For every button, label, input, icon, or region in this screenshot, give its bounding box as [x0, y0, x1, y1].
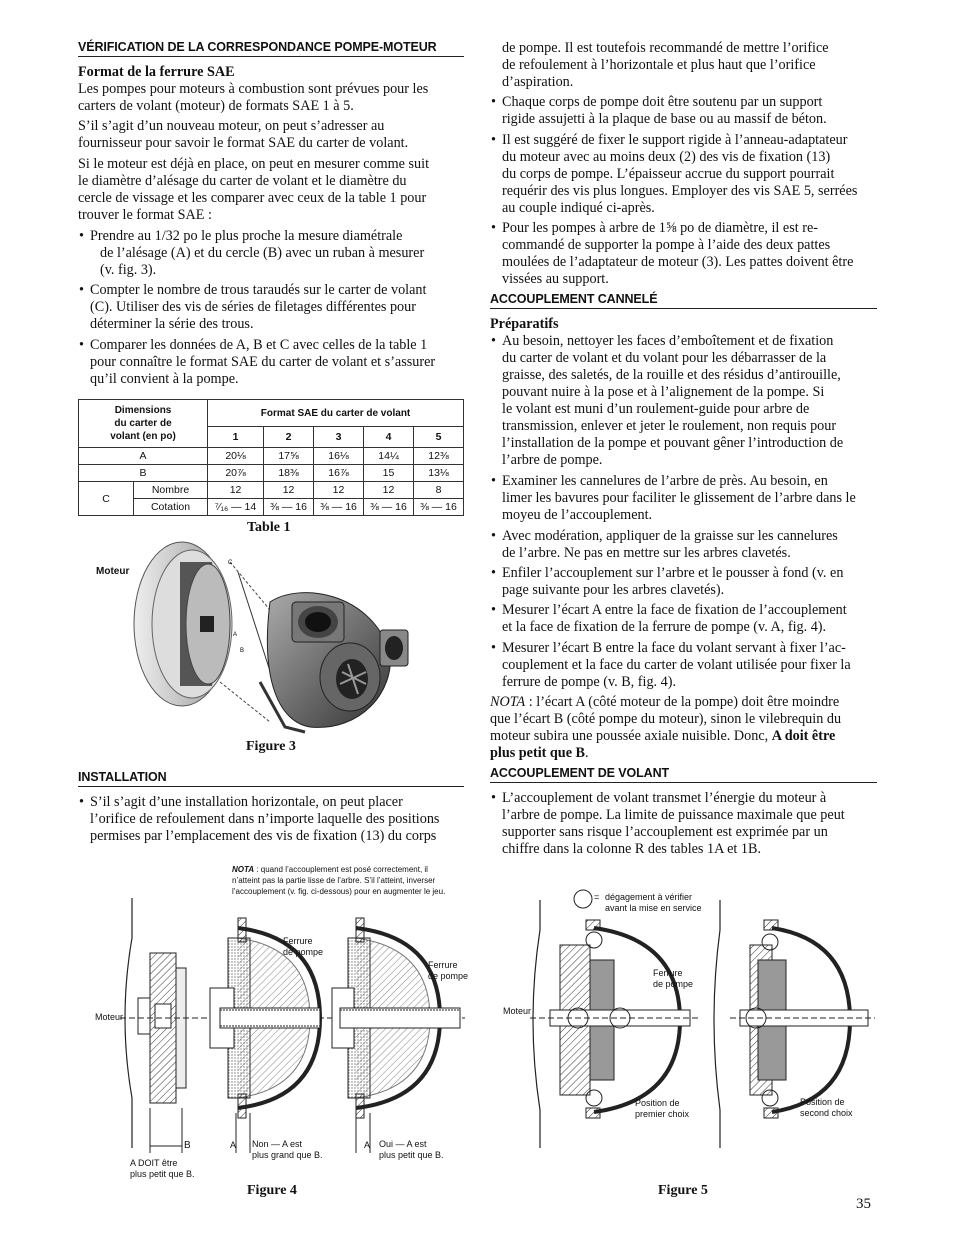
table-header-dimensions: Dimensions du carter de volant (en po)	[79, 400, 208, 448]
table-col: 3	[314, 427, 364, 448]
table-col: 2	[264, 427, 314, 448]
bullet-support: • Chaque corps de pompe doit être soutenu par un support rigide assujetti à la plaque de base ou au massif de béton.	[491, 94, 827, 127]
figure-4-ferrure-1: Ferrure de pompe	[283, 936, 324, 957]
bullet-measure: • Prendre au 1/32 po le plus proche la mesure diamétrale de l’alésage (A) et du cercle (B) avec un ruban à mesurer (v. fig. 3).	[79, 228, 425, 278]
paragraph-continued: de pompe. Il est toutefois recommandé de mettre l’orifice de refoulement à l’horizontale et plus haut que l’orifice d’aspiration.	[502, 40, 829, 90]
svg-text:A: A	[233, 632, 238, 638]
section-heading-flywheel-coupling: ACCOUPLEMENT DE VOLANT	[490, 766, 877, 783]
sae-table	[78, 399, 464, 516]
page-number: 35	[856, 1196, 871, 1212]
section-heading-installation: INSTALLATION	[78, 770, 464, 787]
bullet-horizontal-install: • S’il s’agit d’une installation horizontale, on peut placer l’orifice de refoulement dans n’importe laquelle des positions permises par l’emplacement des vis de fixation (13) du corps	[79, 794, 440, 844]
table-caption: Table 1	[247, 520, 291, 535]
table-row: B 20⅞ 18⅜ 16⅞ 15 13⅛	[79, 465, 464, 482]
figure-4-moteur-label: Moteur	[95, 1012, 124, 1022]
figure-4-a-label-2: A	[364, 1140, 371, 1150]
figure-5-caption: Figure 5	[658, 1183, 708, 1198]
figure-4-nota: NOTA : quand l’accouplement est posé correctement, il n’atteint pas la partie lisse de l’arbre. S’il l’atteint, inverser l’accouplement (v. fig. ci-dessous) pour en augmenter le jeu.	[232, 865, 446, 896]
bullet-measure-a: • Mesurer l’écart A entre la face de fixation de l’accouplement et la face de fixation de la ferrure de pompe (v. A, fig. 4).	[491, 602, 847, 635]
svg-text:C: C	[228, 560, 233, 566]
figure-4-b-label: B	[184, 1140, 191, 1151]
figure-4-ferrure-2: Ferrure de pompe	[428, 960, 469, 981]
table-col: 1	[208, 427, 264, 448]
figure-5-position-1: Position de premier choix	[635, 1098, 690, 1119]
figure-4-caption: Figure 4	[247, 1183, 297, 1198]
figure-4-a-label-1: A	[230, 1140, 237, 1150]
nota-paragraph: NOTA : l’écart A (côté moteur de la pompe) doit être moindre que l’écart B (côté pompe du moteur), sinon le vilebrequin du moteur subira une poussée axiale nuisible. Donc, A doit être plus petit que B.	[490, 694, 842, 761]
section-heading-spline-coupling: ACCOUPLEMENT CANNELÉ	[490, 292, 877, 309]
table-row: A 20⅛ 17⅝ 16⅛ 14¼ 12⅜	[79, 448, 464, 465]
bullet-slide-coupling: • Enfiler l’accouplement sur l’arbre et le pousser à fond (v. en page suivante pour les arbres clavetés).	[491, 565, 844, 598]
table-row: C Nombre 12 12 12 12 8	[79, 482, 464, 499]
table-header-format: Format SAE du carter de volant	[208, 400, 464, 427]
figure-5-ferrure-label: Ferrure de pompe	[653, 968, 694, 989]
bullet-shaft-diameter: • Pour les pompes à arbre de 1⅝ po de diamètre, il est re- commandé de supporter la pompe à l’aide des deux pattes moulées de l’adaptateur de moteur (3). Les pattes doivent être vissées au support.	[491, 220, 854, 287]
paragraph-2: S’il s’agit d’un nouveau moteur, on peut s’adresser au fournisseur pour savoir le format SAE du carter de volant.	[78, 118, 409, 151]
figure-4-doit-label: A DOIT être plus petit que B.	[130, 1158, 195, 1179]
paragraph-1: Les pompes pour moteurs à combustion sont prévues pour les carters de volant (moteur) de formats SAE 1 à 5.	[78, 81, 429, 114]
bullet-clean: • Au besoin, nettoyer les faces d’emboîtement et de fixation du carter de volant et du volant pour les débarrasser de la graisse, des saletés, de la rouille et des résidus d’antirouille, pouvant nuire à la pose et à l’alignement de la pompe. Si le volant est muni d’un roulement-guide pour arbre de transmission, enlever et jeter le roulement, non requis pour l’installation de la pompe et pouvant gêner l’introduction de l’arbre de pompe.	[491, 333, 844, 468]
bullet-measure-b: • Mesurer l’écart B entre la face du volant servant à fixer l’ac- couplement et la face du carter de volant utilisée pour fixer la ferrure de pompe (v. B, fig. 4).	[491, 640, 851, 690]
subheading-sae: Format de la ferrure SAE	[78, 64, 235, 80]
figure-5-moteur-label: Moteur	[503, 1006, 532, 1016]
section-heading-verification: VÉRIFICATION DE LA CORRESPONDANCE POMPE-MOTEUR	[78, 40, 464, 57]
subheading-preparation: Préparatifs	[490, 316, 559, 332]
figure-4-non-label: Non — A est plus grand que B.	[252, 1139, 323, 1160]
figure-3-moteur-label: Moteur	[96, 566, 130, 577]
bullet-compare: • Comparer les données de A, B et C avec celles de la table 1 pour connaître le format SAE du carter de volant et s’assurer qu’il convient à la pompe.	[79, 337, 436, 387]
table-row: Cotation ⁷⁄₁₆ — 14 ⅜ — 16 ⅜ — 16 ⅜ — 16 ⅜ — 16	[79, 499, 464, 516]
svg-text:B: B	[240, 648, 245, 654]
table-col: 4	[364, 427, 414, 448]
bullet-grease: • Avec modération, appliquer de la graisse sur les cannelures de l’arbre. Ne pas en mettre sur les arbres clavetés.	[491, 528, 838, 561]
figure-4-oui-label: Oui — A est plus petit que B.	[379, 1139, 444, 1160]
figure-5-legend: dégagement à vérifier avant la mise en service	[605, 892, 702, 913]
figure-3-caption: Figure 3	[246, 739, 296, 754]
bullet-examine: • Examiner les cannelures de l’arbre de près. Au besoin, en limer les bavures pour faciliter le glissement de l’arbre dans le moyeu de l’accouplement.	[491, 473, 856, 523]
table-col: 5	[413, 427, 463, 448]
bullet-count-holes: • Compter le nombre de trous taraudés sur le carter de volant (C). Utiliser des vis de séries de filetages différentes pour déterminer la série des trous.	[79, 282, 427, 332]
paragraph-3: Si le moteur est déjà en place, on peut en mesurer comme suit le diamètre d’alésage du carter de volant et le diamètre du cercle de vissage et les comparer avec ceux de la table 1 pour trouver le format SAE :	[78, 156, 430, 223]
figure-5-position-2: Position de second choix	[800, 1097, 853, 1118]
bullet-flywheel: • L’accouplement de volant transmet l’énergie du moteur à l’arbre de pompe. La limite de puissance maximale que peut supporter sans risque l’accouplement est exprimée par un chiffre dans la colonne R des tables 1A et 1B.	[491, 790, 845, 857]
figure-3-illustration	[120, 532, 420, 737]
figure-5-legend-equals: =	[594, 892, 600, 902]
bullet-rigid-support: • Il est suggéré de fixer le support rigide à l’anneau-adaptateur du moteur avec au moins deux (2) des vis de fixation (13) du corps de pompe. L’épaisseur accrue du support pourrait requérir des vis plus longues. Employer des vis SAE 5, serrées au couple indiqué ci-après.	[491, 132, 858, 216]
